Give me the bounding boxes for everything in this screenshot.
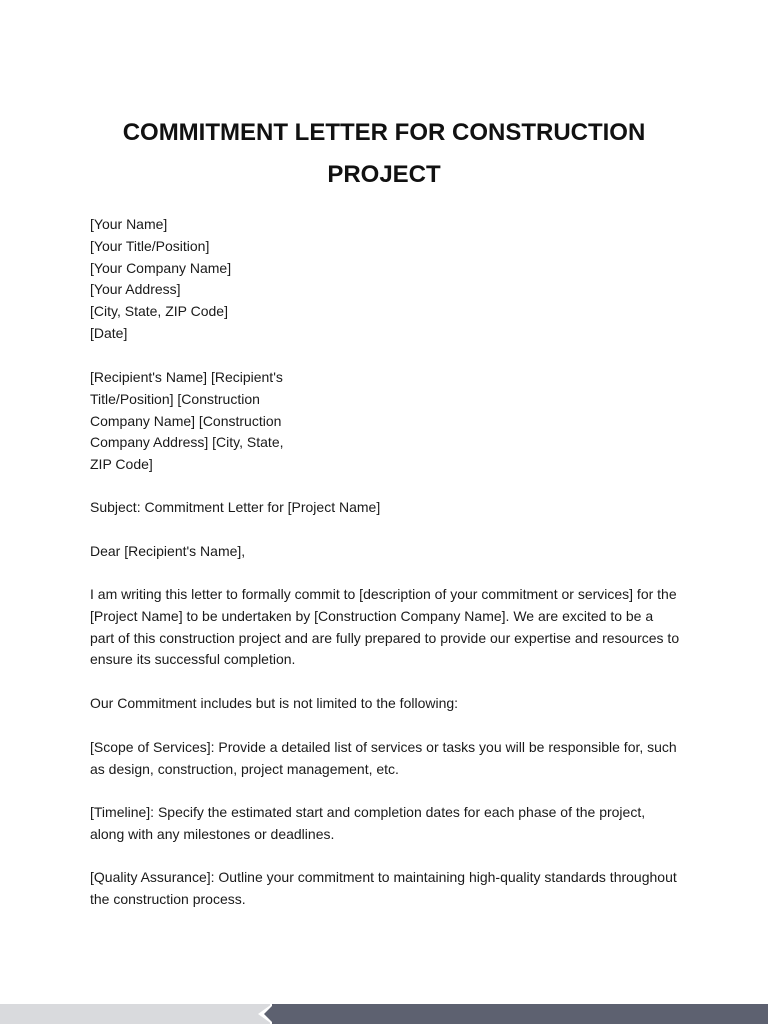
footer-light-bar xyxy=(0,1004,270,1024)
sender-company: [Your Company Name] xyxy=(90,259,232,276)
sender-address: [Your Address] xyxy=(90,281,181,298)
footer-band xyxy=(0,1004,768,1024)
sender-date: [Date] xyxy=(90,324,128,341)
document-title xyxy=(90,112,678,196)
salutation: Dear [Recipient's Name], xyxy=(90,543,246,559)
title-line-2: PROJECT xyxy=(327,161,441,188)
footer-chevron-icon xyxy=(264,1004,274,1024)
intro-paragraph: I am writing this letter to formally commit to [description of your commitment or services] for the [Project Name] to be undertaken by [Construction Company Name]. We are excited to be a part of this construction project and are fully prepared to provide our expertise and resources to ensure its successful completion. xyxy=(90,586,680,668)
footer-dark-bar xyxy=(272,1004,768,1024)
timeline-paragraph: [Timeline]: Specify the estimated start and completion dates for each phase of the project, along with any milestones or deadlines. xyxy=(90,804,646,842)
sender-city-state-zip: [City, State, ZIP Code] xyxy=(90,303,228,320)
sender-block xyxy=(90,214,231,345)
commitment-intro: Our Commitment includes but is not limited to the following: xyxy=(90,695,459,711)
title-line-1: COMMITMENT LETTER FOR CONSTRUCTION xyxy=(122,119,646,146)
sender-title: [Your Title/Position] xyxy=(90,237,210,254)
quality-paragraph: [Quality Assurance]: Outline your commitment to maintaining high-quality standards throughout the construction process. xyxy=(90,869,677,907)
subject-line: Subject: Commitment Letter for [Project Name] xyxy=(90,499,381,515)
sender-name: [Your Name] xyxy=(90,216,168,232)
recipient-block: [Recipient's Name] [Recipient's Title/Position] [Construction Company Name] [Construction Company Address] [City, State, ZIP Code] xyxy=(90,369,284,473)
scope-paragraph: [Scope of Services]: Provide a detailed list of services or tasks you will be responsible for, such as design, construction, project management, etc. xyxy=(90,739,677,777)
